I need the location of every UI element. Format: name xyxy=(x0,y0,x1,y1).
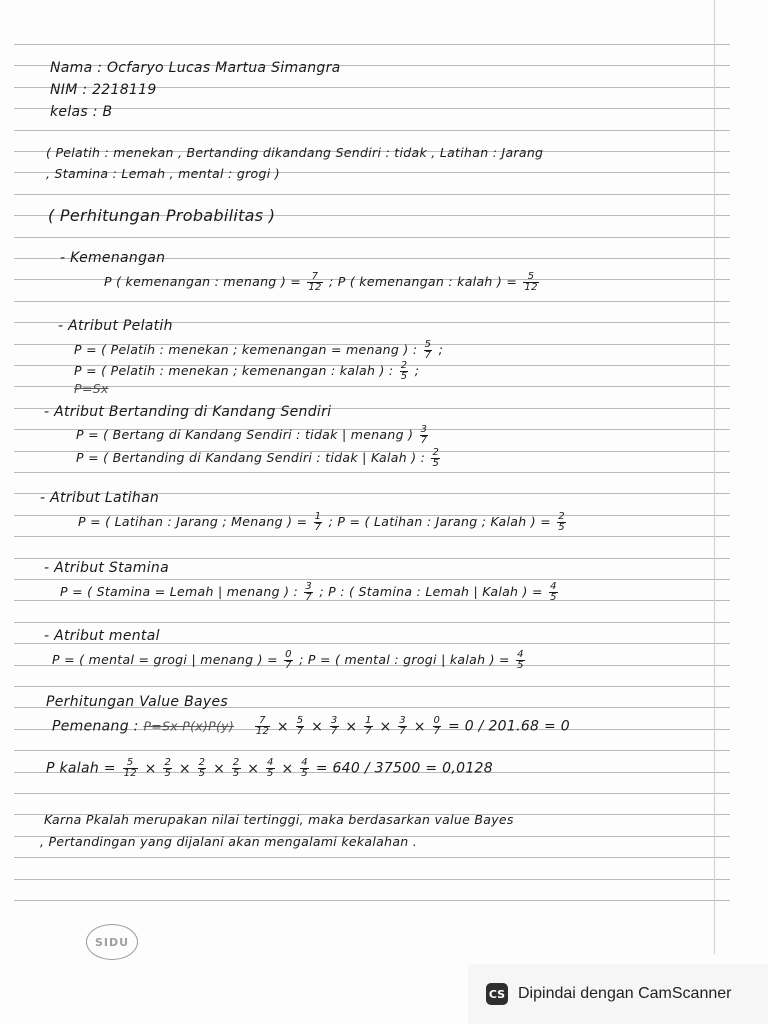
p-menang-label: P ( kemenangan : menang ) = xyxy=(104,274,302,289)
kalah-fraction-6: $\frac{4}{5}$ xyxy=(301,757,308,779)
section-title: ( Perhitungan Probabilitas ) xyxy=(48,206,276,225)
mental-probabilities: P = ( mental = grogi | menang ) = $\frac{0}{7}$ ; P = ( mental : grogi | kalah ) = $\frac{4}{5}$ xyxy=(52,649,524,671)
student-nim: NIM : 2218119 xyxy=(50,82,157,98)
times-sign: × xyxy=(276,760,299,777)
times-sign: × xyxy=(306,718,328,735)
pelatih-crossed-out: P=Sx xyxy=(74,381,109,396)
notebook-brand-stamp: SIDU xyxy=(86,924,138,960)
ruled-line xyxy=(14,108,730,109)
ruled-line xyxy=(14,579,730,580)
ruled-line xyxy=(14,686,730,687)
camscanner-watermark xyxy=(468,964,768,1024)
times-sign: × xyxy=(208,760,230,777)
pemenang-fraction-4: $\frac{1}{7}$ xyxy=(365,715,372,737)
kalah-fraction-2: $\frac{2}{5}$ xyxy=(164,757,172,779)
latihan-heading: - Atribut Latihan xyxy=(40,490,160,506)
pemenang-fraction-5: $\frac{3}{7}$ xyxy=(399,715,406,737)
pelatih-kalah: P = ( Pelatih : menekan ; kemenangan : kalah ) : $\frac{2}{5}$ ; xyxy=(74,360,420,382)
times-sign: × xyxy=(408,718,431,735)
conclusion-line-2: , Pertandingan yang dijalani akan mengalami kekalahan . xyxy=(40,834,418,849)
camscanner-logo-icon: CS xyxy=(486,983,508,1005)
margin-line xyxy=(714,0,715,954)
ruled-line xyxy=(14,622,730,623)
bayes-heading: Perhitungan Value Bayes xyxy=(46,694,228,710)
times-sign: × xyxy=(242,760,265,777)
times-sign: × xyxy=(374,718,397,735)
stamina-probabilities: P = ( Stamina = Lemah | menang ) : $\frac{3}{7}$ ; P : ( Stamina : Lemah | Kalah ) = $\frac{4}{5}$ xyxy=(60,581,557,603)
kemenangan-probabilities: P ( kemenangan : menang ) = $\frac{7}{12}$ ; P ( kemenangan : kalah ) = $\frac{5}{12}$ xyxy=(104,271,538,293)
p-kalah-label: P ( kemenangan : kalah ) = xyxy=(337,274,518,289)
kalah-fraction-3: $\frac{2}{5}$ xyxy=(198,757,206,779)
mental-heading: - Atribut mental xyxy=(44,628,160,644)
kalah-fraction-5: $\frac{4}{5}$ xyxy=(267,757,274,779)
kandang-kalah: P = ( Bertanding di Kandang Sendiri : tidak | Kalah ) : $\frac{2}{5}$ xyxy=(76,447,440,469)
ruled-line xyxy=(14,900,730,901)
ruled-line xyxy=(14,301,730,302)
case-line-2: , Stamina : Lemah , mental : grogi ) xyxy=(46,166,280,181)
ruled-line xyxy=(14,237,730,238)
pemenang-fraction-2: $\frac{5}{7}$ xyxy=(296,715,304,737)
student-name: Nama : Ocfaryo Lucas Martua Simangra xyxy=(50,60,341,76)
times-sign: × xyxy=(139,760,162,777)
pelatih-heading: - Atribut Pelatih xyxy=(58,318,173,334)
pemenang-crossed-out: P=Sx P(x)P(y) xyxy=(143,718,235,734)
case-line-1: ( Pelatih : menekan , Bertanding dikandang Sendiri : tidak , Latihan : Jarang xyxy=(46,145,544,160)
pemenang-product xyxy=(253,715,448,737)
ruled-line xyxy=(14,472,730,473)
pemenang-fraction-6: $\frac{0}{7}$ xyxy=(433,715,441,737)
p-kalah-fraction: $\frac{5}{12}$ xyxy=(524,271,538,293)
kalah-result: = 640 / 37500 = 0,0128 xyxy=(315,760,493,777)
times-sign: × xyxy=(174,760,196,777)
pemenang-fraction-3: $\frac{3}{7}$ xyxy=(330,715,338,737)
kalah-fraction-1: $\frac{5}{12}$ xyxy=(123,757,137,779)
ruled-line xyxy=(14,558,730,559)
bayes-pemenang: Pemenang : P=Sx P(x)P(y) $\frac{7}{12}$ × $\frac{5}{7}$ × $\frac{3}{7}$ × $\frac{1}{7}$ × $\frac{3}{7}$ × $\frac{0}{7}$ = 0 / 201.68 = 0 xyxy=(52,715,570,737)
latihan-probabilities: P = ( Latihan : Jarang ; Menang ) = $\frac{1}{7}$ ; P = ( Latihan : Jarang ; Kalah ) = $\frac{2}{5}$ xyxy=(78,511,565,533)
kalah-product xyxy=(121,757,316,779)
ruled-line xyxy=(14,536,730,537)
times-sign: × xyxy=(340,718,363,735)
student-class: kelas : B xyxy=(50,104,113,120)
camscanner-text: Dipindai dengan CamScanner xyxy=(518,985,732,1002)
conclusion-line-1: Karna Pkalah merupakan nilai tertinggi, maka berdasarkan value Bayes xyxy=(44,812,514,827)
ruled-line xyxy=(14,793,730,794)
kandang-menang: P = ( Bertang di Kandang Sendiri : tidak | menang ) $\frac{3}{7}$ xyxy=(76,424,428,446)
ruled-line xyxy=(14,194,730,195)
pemenang-fraction-1: $\frac{7}{12}$ xyxy=(255,715,270,737)
stamina-heading: - Atribut Stamina xyxy=(44,560,169,576)
kemenangan-heading: - Kemenangan xyxy=(60,250,166,266)
kalah-fraction-4: $\frac{2}{5}$ xyxy=(232,757,240,779)
pelatih-menang: P = ( Pelatih : menekan ; kemenangan = menang ) : $\frac{5}{7}$ ; xyxy=(74,339,444,361)
ruled-line xyxy=(14,879,730,880)
bayes-kalah: P kalah = $\frac{5}{12}$ × $\frac{2}{5}$ × $\frac{2}{5}$ × $\frac{2}{5}$ × $\frac{4}{5}$ × $\frac{4}{5}$ = 640 / 37500 = 0,0128 xyxy=(46,757,493,779)
ruled-line xyxy=(14,130,730,131)
ruled-line xyxy=(14,386,730,387)
pemenang-result: = 0 / 201.68 = 0 xyxy=(447,718,570,735)
kandang-heading: - Atribut Bertanding di Kandang Sendiri xyxy=(44,404,332,420)
times-sign: × xyxy=(272,718,294,735)
ruled-line xyxy=(14,857,730,858)
p-menang-fraction: $\frac{7}{12}$ xyxy=(308,271,322,293)
ruled-line xyxy=(14,750,730,751)
ruled-line xyxy=(14,44,730,45)
